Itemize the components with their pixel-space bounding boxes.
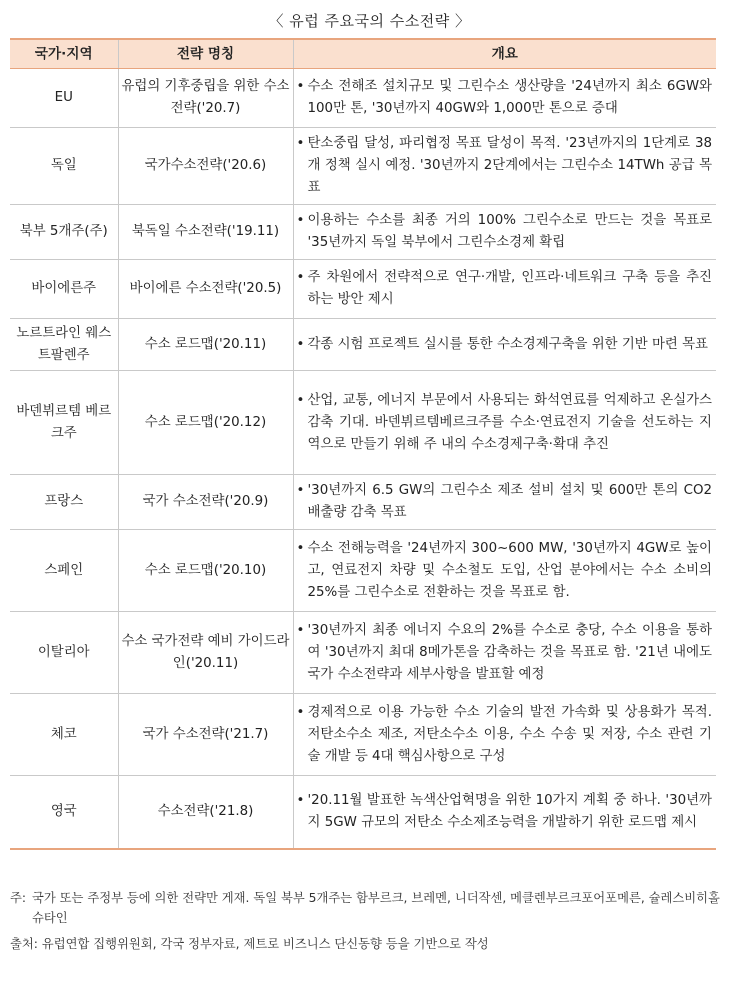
bullet-icon: •	[296, 270, 305, 285]
overview-text: 경제적으로 이용 가능한 수소 기술의 발전 가속화 및 상용화가 목적. 저탄소수소 제조, 저탄소수소 이용, 수소 수송 및 저장, 수소 관련 기술 개발 등 4대 핵심사항으로 구성	[307, 704, 712, 764]
overview-text: '30년까지 6.5 GW의 그린수소 제조 설비 설치 및 600만 톤의 CO2 배출량 감축 목표	[307, 483, 712, 520]
cell-overview	[293, 530, 716, 612]
cell-region: 바덴뷔르템 베르크주	[10, 371, 118, 475]
cell-overview	[293, 694, 716, 776]
bullet-icon: •	[296, 336, 305, 352]
bullet-icon: •	[296, 792, 305, 808]
overview-text: '20.11월 발표한 녹색산업혁명을 위한 10가지 계획 중 하나. '30년까지 5GW 규모의 저탄소 수소제조능력을 개발하기 위한 로드맵 제시	[307, 792, 712, 830]
cell-strategy: 수소 로드맵('20.12)	[118, 371, 293, 475]
table-header-row	[10, 39, 716, 69]
note-text: 국가 또는 주정부 등에 의한 전략만 게재. 독일 북부 5개주는 함부르크, 브레멘, 니더작센, 메클렌부르크포어포메른, 슐레스비히홀슈타인	[32, 891, 720, 925]
note-label: 주:	[10, 891, 27, 905]
cell-region: 바이에른주	[10, 260, 118, 319]
overview-text: 각종 시험 프로젝트 실시를 통한 수소경제구축을 위한 기반 마련 목표	[307, 336, 708, 352]
bullet-icon: •	[296, 483, 305, 498]
cell-overview	[293, 612, 716, 694]
cell-region: 이탈리아	[10, 612, 118, 694]
cell-strategy: 수소 로드맵('20.10)	[118, 530, 293, 612]
bullet-icon: •	[296, 392, 305, 408]
cell-strategy: 국가수소전략('20.6)	[118, 128, 293, 205]
table-row	[10, 128, 716, 205]
cell-region: 프랑스	[10, 475, 118, 530]
cell-overview	[293, 260, 716, 319]
cell-strategy: 바이에른 수소전략('20.5)	[118, 260, 293, 319]
overview-text: 산업, 교통, 에너지 부문에서 사용되는 화석연료를 억제하고 온실가스 감축 기대. 바덴뷔르템베르크주를 수소·연료전지 기술을 선도하는 지역으로 만들기 위해 주 내의 수소경제구축·확대 추진	[307, 392, 712, 452]
table-row	[10, 694, 716, 776]
table-row	[10, 371, 716, 475]
table-row	[10, 530, 716, 612]
bullet-icon: •	[296, 704, 305, 720]
table-row	[10, 475, 716, 530]
overview-text: 이용하는 수소를 최종 거의 100% 그린수소로 만드는 것을 목표로 '35년까지 독일 북부에서 그린수소경제 확립	[307, 213, 712, 250]
overview-text: 주 차원에서 전략적으로 연구·개발, 인프라·네트워크 구축 등을 추진하는 방안 제시	[307, 270, 712, 307]
table-row	[10, 612, 716, 694]
cell-region: 노르트라인 웨스트팔렌주	[10, 319, 118, 371]
overview-text: 수소 전해능력을 '24년까지 300~600 MW, '30년까지 4GW로 높이고, 연료전지 차량 및 수소철도 도입, 산업 분야에서는 수소 소비의 25%를 그린수소로 전환하는 것을 목표로 함.	[307, 540, 712, 600]
bullet-icon: •	[296, 213, 305, 228]
header-strategy: 전략 명칭	[118, 39, 293, 69]
table-row	[10, 205, 716, 260]
bullet-icon: •	[296, 136, 305, 151]
table-row	[10, 776, 716, 849]
cell-overview	[293, 475, 716, 530]
page-title: 〈 유럽 주요국의 수소전략 〉	[268, 12, 471, 30]
cell-overview	[293, 319, 716, 371]
cell-strategy: 국가 수소전략('21.7)	[118, 694, 293, 776]
cell-region: EU	[10, 69, 118, 128]
cell-strategy: 유럽의 기후중립을 위한 수소전략('20.7)	[118, 69, 293, 128]
cell-strategy: 수소전략('21.8)	[118, 776, 293, 849]
cell-region: 독일	[10, 128, 118, 205]
table-row	[10, 69, 716, 128]
header-overview: 개요	[293, 39, 716, 69]
cell-strategy: 수소 로드맵('20.11)	[118, 319, 293, 371]
table-note	[10, 888, 720, 928]
cell-overview	[293, 371, 716, 475]
table-row	[10, 319, 716, 371]
table-row	[10, 260, 716, 319]
header-region: 국가·지역	[10, 39, 118, 69]
bullet-icon: •	[296, 622, 305, 638]
cell-region: 스페인	[10, 530, 118, 612]
cell-region: 영국	[10, 776, 118, 849]
bullet-icon: •	[296, 79, 305, 94]
cell-strategy: 북독일 수소전략('19.11)	[118, 205, 293, 260]
cell-overview	[293, 205, 716, 260]
cell-strategy: 수소 국가전략 예비 가이드라인('20.11)	[118, 612, 293, 694]
overview-text: '30년까지 최종 에너지 수요의 2%를 수소로 충당, 수소 이용을 통하여 '30년까지 최대 8메가톤을 감축하는 것을 목표로 함. '21년 내에도 국가 수소전략과 세부사항을 발표할 예정	[307, 622, 712, 682]
cell-region: 북부 5개주(주)	[10, 205, 118, 260]
cell-strategy: 국가 수소전략('20.9)	[118, 475, 293, 530]
strategy-table	[10, 38, 716, 850]
cell-overview	[293, 776, 716, 849]
source-text: 출처: 유럽연합 집행위원회, 각국 정부자료, 제트로 비즈니스 단신동향 등을 기반으로 작성	[10, 937, 489, 951]
overview-text: 탄소중립 달성, 파리협정 목표 달성이 목적. '23년까지의 1단계로 38개 정책 실시 예정. '30년까지 2단계에서는 그린수소 14TWh 공급 목표	[307, 136, 712, 195]
cell-overview	[293, 128, 716, 205]
bullet-icon: •	[296, 540, 305, 556]
cell-region: 체코	[10, 694, 118, 776]
cell-overview	[293, 69, 716, 128]
overview-text: 수소 전해조 설치규모 및 그린수소 생산량을 '24년까지 최소 6GW와 100만 톤, '30년까지 40GW와 1,000만 톤으로 증대	[307, 79, 712, 116]
